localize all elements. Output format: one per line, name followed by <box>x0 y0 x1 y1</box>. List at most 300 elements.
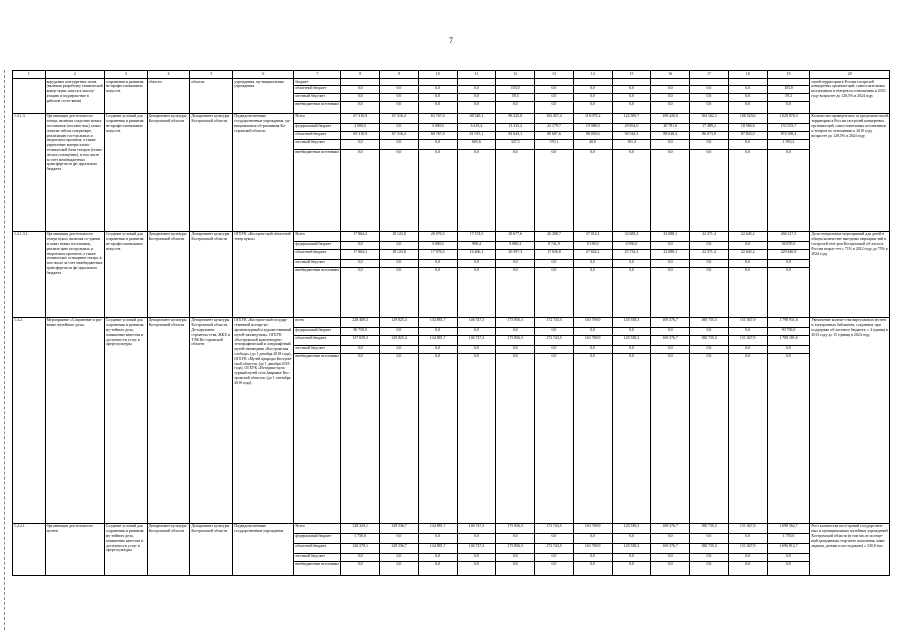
funding-value: 0,0 <box>341 553 380 561</box>
funding-source: федеральный бюджет <box>294 123 341 131</box>
funding-source: местный бюд-жет <box>294 259 341 267</box>
funding-value: 0,0 <box>728 353 767 523</box>
funding-value: 0,0 <box>418 139 457 149</box>
funding-value: 0,0 <box>535 267 574 317</box>
funding-value: 146 747,3 <box>457 543 496 553</box>
funding-value: 874 369,4 <box>767 131 810 139</box>
funding-value: 180 735,3 <box>690 317 729 327</box>
funding-value: 68 540,1 <box>457 113 496 123</box>
funding-value: 0,0 <box>496 267 535 317</box>
funding-value: 0,0 <box>380 101 419 113</box>
page-edge-line <box>4 70 6 630</box>
funding-value: 134 881,7 <box>418 523 457 533</box>
funding-value: 180 735,3 <box>690 335 729 345</box>
funding-value: 0,0 <box>573 259 612 267</box>
funding-value: 0,0 <box>651 85 690 93</box>
item-name: Мероприятие «Сохранение и раз-витие музейного дела» <box>45 317 104 523</box>
funding-value: 0,0 <box>457 267 496 317</box>
funding-value: 0,0 <box>573 93 612 101</box>
funding-value <box>728 79 767 86</box>
funding-source: областной бюджет <box>294 543 341 553</box>
item-goal: Создание условий для сохранения и развития не-профессиональных искусств <box>104 231 147 317</box>
item-coexecutor: области <box>190 79 233 114</box>
table-header-row <box>13 71 890 79</box>
item-indicator: своей территории в России гастролей концертных организа-ций, самостоятельных коллективов и театров по отношению к 2010 году возрастет до 128,5% в 2024 году <box>810 79 890 114</box>
funding-value: 169 376,7 <box>651 335 690 345</box>
funding-value: 0,0 <box>612 101 651 113</box>
funding-value: 0,0 <box>573 353 612 523</box>
funding-value: 0,0 <box>728 101 767 113</box>
funding-value: 0,0 <box>380 345 419 353</box>
funding-value: 266 317,5 <box>767 231 810 241</box>
funding-value: 163 769,9 <box>573 523 612 533</box>
column-number: 20 <box>810 71 890 79</box>
funding-value: 0,0 <box>651 241 690 249</box>
item-recipient: Подведомственные государственные учреждения, му-ниципальные об-разования Ко-стромской области <box>233 113 294 231</box>
column-number: 7 <box>294 71 341 79</box>
funding-value: 126 579,1 <box>341 543 380 553</box>
table-row <box>13 113 890 123</box>
funding-value: 0,0 <box>767 259 810 267</box>
funding-value: 0,0 <box>690 241 729 249</box>
funding-value: 1 698 562,7 <box>767 523 810 533</box>
funding-value: 0,0 <box>380 123 419 131</box>
funding-value: 0,0 <box>728 93 767 101</box>
funding-value: 3 000,0 <box>418 241 457 249</box>
funding-value: 0,0 <box>573 267 612 317</box>
funding-value: 0,0 <box>457 553 496 561</box>
item-indicator: Рост количества посе-щений государствен-ных и муниципальных музейных учреждений Костромской области (в том числе посеще-ний гражданами стар-шего поколения, инва-лидами, детьми и мо-лодежью) с 330,8 тыс. <box>810 523 890 575</box>
funding-value: 169 376,7 <box>651 543 690 553</box>
funding-value: 0,0 <box>690 267 729 317</box>
item-indicator: Увеличение количе-ства виртуальных музеев и электронных библиотек, созданных при поддержке об-ластного бюджета, с 4 единиц в 2013 году до 15 единиц в 2024 году <box>810 317 890 523</box>
funding-source: федеральный бюджет <box>294 241 341 249</box>
funding-value: 0,0 <box>767 561 810 575</box>
funding-value: 0,0 <box>380 327 419 335</box>
funding-source: Всего <box>294 523 341 533</box>
item-number: 1.4.2.1. <box>13 523 46 575</box>
funding-value: 40,6 <box>573 139 612 149</box>
funding-value: 0,0 <box>651 553 690 561</box>
funding-value: 0,0 <box>651 101 690 113</box>
funding-value: 570,1 <box>535 139 574 149</box>
funding-value: 22 645,2 <box>728 249 767 259</box>
funding-value: 175 856,3 <box>496 335 535 345</box>
column-number: 3 <box>104 71 147 79</box>
column-number: 10 <box>418 71 457 79</box>
column-number: 1 <box>13 71 46 79</box>
funding-value <box>496 79 535 86</box>
item-name: Организация дея-тельности музеев <box>45 523 104 575</box>
item-number <box>13 79 46 114</box>
funding-value: 0,0 <box>690 259 729 267</box>
funding-value: 8 741,9 <box>535 241 574 249</box>
funding-value: 17 864,3 <box>341 231 380 241</box>
funding-value: 0,0 <box>418 345 457 353</box>
funding-value: 0,0 <box>380 149 419 231</box>
item-indicator: Доля театральных мероприятий для детей в общем количестве выездных мероприя-тий и гастролей теат-ров Костромской об-ласти в России возрас-тет с 71% в 2012 году до 75% в 2024 году <box>810 231 890 317</box>
funding-source: областной бюджет <box>294 249 341 259</box>
funding-value: 0,0 <box>380 267 419 317</box>
funding-source: бюджет <box>294 79 341 86</box>
funding-value: 0,0 <box>496 259 535 267</box>
funding-value: 0,0 <box>341 139 380 149</box>
funding-value: 0,0 <box>457 561 496 575</box>
funding-value: 0,0 <box>535 149 574 231</box>
funding-value: 169 376,7 <box>651 523 690 533</box>
funding-value: 124 589,7 <box>612 113 651 123</box>
funding-source: местный бюд-жет <box>294 139 341 149</box>
funding-value: 94 544,3 <box>612 131 651 139</box>
funding-value: 172 743,5 <box>535 523 574 533</box>
funding-value: 0,0 <box>728 149 767 231</box>
funding-value: 0,0 <box>457 533 496 543</box>
funding-value: 86 673,0 <box>690 131 729 139</box>
funding-value: 0,0 <box>380 139 419 149</box>
funding-value: 0,0 <box>380 533 419 543</box>
funding-value <box>418 79 457 86</box>
item-recipient: Подведомственные государственные учреждения <box>233 523 294 575</box>
funding-value: 0,0 <box>690 139 729 149</box>
funding-value: 0,0 <box>573 149 612 231</box>
funding-value <box>380 79 419 86</box>
funding-value: 0,0 <box>651 561 690 575</box>
funding-value: 129 825,4 <box>380 317 419 327</box>
funding-value: 0,0 <box>728 85 767 93</box>
column-number: 12 <box>496 71 535 79</box>
funding-value: 0,0 <box>380 553 419 561</box>
funding-value: 0,0 <box>418 149 457 231</box>
funding-value: 0,0 <box>728 327 767 335</box>
funding-value: 0,0 <box>690 553 729 561</box>
funding-value: 26 398,7 <box>535 231 574 241</box>
column-number: 5 <box>190 71 233 79</box>
funding-value: 1 955,2 <box>767 139 810 149</box>
funding-source: областной бюджет <box>294 335 341 345</box>
funding-value: 175 856,3 <box>496 543 535 553</box>
funding-value: 0,0 <box>418 267 457 317</box>
item-number: 1.4.2. <box>13 317 46 523</box>
funding-value: 0,0 <box>612 353 651 523</box>
table-row <box>13 79 890 86</box>
funding-value: 0,0 <box>535 553 574 561</box>
funding-value: 60 767,0 <box>418 131 457 139</box>
funding-value <box>651 79 690 86</box>
funding-value: 17 374,5 <box>457 231 496 241</box>
funding-value: 0,0 <box>728 345 767 353</box>
funding-value: 175 856,3 <box>496 317 535 327</box>
item-goal: Создание условий для сохранения и развития не-профессиональных искусств <box>104 113 147 231</box>
item-coexecutor: Департамент культуры Костромской области, Де-партамент строитель-ства, ЖКХ и ТЭК Ко-стромской области <box>190 317 233 523</box>
funding-value: 17 489,2 <box>690 123 729 131</box>
funding-value: 172 743,5 <box>535 317 574 327</box>
funding-value: 0,0 <box>767 101 810 113</box>
funding-value: 0,0 <box>573 345 612 353</box>
funding-value: 59,3 <box>496 93 535 101</box>
column-number: 9 <box>380 71 419 79</box>
funding-value: 28 677,6 <box>496 231 535 241</box>
funding-value: 0,0 <box>728 561 767 575</box>
funding-source: федеральный бюджет <box>294 327 341 335</box>
table-row <box>13 317 890 327</box>
column-number: 4 <box>147 71 190 79</box>
funding-value: 37 014,1 <box>573 231 612 241</box>
funding-value <box>535 79 574 86</box>
funding-value: 1 798 931,6 <box>767 317 810 327</box>
item-name: Организация дея-тельности театра, включая созда-ние новых постановок (постано-вок), показ спектак-лей на стационаре, реализацию гаст-рольных и творческих проектов, а также укрепление матери-ально-технической базы театров (техни-ческое оснащение), в том числе за счет межбюджетных трансфертов из фе-дерального бюджета <box>45 113 104 231</box>
funding-value: 1 750,0 <box>341 533 380 543</box>
funding-value: 0,0 <box>380 259 419 267</box>
funding-source: внебюджетные источники <box>294 353 341 523</box>
funding-value: 0,0 <box>457 101 496 113</box>
funding-value <box>341 79 380 86</box>
funding-value: 191,4 <box>612 139 651 149</box>
funding-value: 172 743,5 <box>535 543 574 553</box>
funding-value <box>767 79 810 86</box>
funding-value: 0,0 <box>380 561 419 575</box>
funding-value: 163 769,9 <box>573 317 612 327</box>
funding-value: 169 376,7 <box>651 317 690 327</box>
funding-value: 0,0 <box>728 259 767 267</box>
funding-value: 128 329,1 <box>341 523 380 533</box>
funding-value: 27 824,1 <box>573 249 612 259</box>
funding-value: 0,0 <box>496 345 535 353</box>
funding-value: 104 162,3 <box>690 113 729 123</box>
funding-value: 0,0 <box>457 345 496 353</box>
funding-value: 18 566,6 <box>728 123 767 131</box>
funding-value: 129 536,7 <box>380 543 419 553</box>
item-recipient: ОГБУК «Костром-ской областной театр кукол» <box>233 231 294 317</box>
funding-value: 151 047,9 <box>728 543 767 553</box>
column-number: 2 <box>45 71 104 79</box>
funding-value: 0,0 <box>535 353 574 523</box>
funding-value: 0,0 <box>457 353 496 523</box>
funding-value: 80 687,6 <box>535 131 574 139</box>
funding-value: 0,0 <box>651 139 690 149</box>
column-number: 8 <box>341 71 380 79</box>
funding-value: 134 881,7 <box>418 335 457 345</box>
funding-value: 0,0 <box>457 259 496 267</box>
funding-value: 59,3 <box>767 93 810 101</box>
funding-value: 1 750,0 <box>767 533 810 543</box>
item-executor: Департамент культуры Костромской области <box>147 523 190 575</box>
funding-value: 25 733,3 <box>612 249 651 259</box>
funding-value: 102 457,4 <box>535 113 574 123</box>
funding-value: 229 446,9 <box>767 249 810 259</box>
funding-value: 20 597,3 <box>496 249 535 259</box>
funding-value: 0,0 <box>341 93 380 101</box>
funding-value: 163 769,9 <box>573 335 612 345</box>
funding-value: 228 409,3 <box>341 317 380 327</box>
funding-value: 118 079,2 <box>573 113 612 123</box>
funding-value: 0,0 <box>380 93 419 101</box>
funding-value: 0,0 <box>612 327 651 335</box>
funding-value: 6 950,0 <box>612 241 651 249</box>
page-number: 7 <box>449 36 453 45</box>
funding-value: 17 656,8 <box>535 249 574 259</box>
funding-value: 0,0 <box>418 85 457 93</box>
funding-value: 0,0 <box>341 561 380 575</box>
funding-value: 347,5 <box>496 139 535 149</box>
funding-value: 0,0 <box>728 139 767 149</box>
funding-value: 87 823,0 <box>728 131 767 139</box>
funding-value: 0,0 <box>767 267 810 317</box>
funding-value: 88 628,4 <box>651 131 690 139</box>
funding-value: 96 325,8 <box>496 113 535 123</box>
funding-value: 151 047,9 <box>728 335 767 345</box>
funding-value: 0,0 <box>380 353 419 523</box>
funding-value: 0,0 <box>418 101 457 113</box>
funding-value: 103,0 <box>496 85 535 93</box>
funding-value: 0,0 <box>651 533 690 543</box>
funding-value: 17 864,3 <box>341 249 380 259</box>
funding-source: внебюджетные источники <box>294 561 341 575</box>
item-executor: области <box>147 79 190 114</box>
funding-value: 145 538,3 <box>612 335 651 345</box>
funding-value: 129 825,4 <box>380 335 419 345</box>
column-number: 18 <box>728 71 767 79</box>
funding-value: 82 643,1 <box>496 131 535 139</box>
funding-value: 1 029 878,3 <box>767 113 810 123</box>
funding-value: 0,0 <box>728 241 767 249</box>
funding-value: 0,0 <box>535 533 574 543</box>
funding-value: 0,0 <box>341 149 380 231</box>
item-coexecutor: Департамент культуры Костромской области <box>190 523 233 575</box>
funding-value: 0,0 <box>341 85 380 93</box>
funding-value: 0,0 <box>612 93 651 101</box>
funding-value: 0,0 <box>457 93 496 101</box>
funding-value: 0,0 <box>573 561 612 575</box>
funding-value: 0,0 <box>612 533 651 543</box>
funding-value: 0,0 <box>612 85 651 93</box>
funding-value: 605,6 <box>457 139 496 149</box>
funding-value: 0,0 <box>573 553 612 561</box>
funding-value: 0,0 <box>767 345 810 353</box>
funding-value: 0,0 <box>457 149 496 231</box>
funding-value: 0,0 <box>496 327 535 335</box>
funding-value: 180 735,3 <box>690 523 729 533</box>
funding-source: внебюджетные источники <box>294 101 341 113</box>
funding-value: 23 088,1 <box>651 249 690 259</box>
funding-value: 0,0 <box>651 93 690 101</box>
funding-value: 134 881,7 <box>418 543 457 553</box>
funding-value: 20 781,6 <box>651 123 690 131</box>
funding-value: 145 538,3 <box>612 317 651 327</box>
funding-value: 146 747,3 <box>457 335 496 345</box>
funding-value: 0,0 <box>690 353 729 523</box>
column-number: 13 <box>535 71 574 79</box>
funding-value: 0,0 <box>690 345 729 353</box>
funding-value: 129 536,7 <box>380 523 419 533</box>
funding-source: Всего <box>294 113 341 123</box>
funding-value: 90 750,0 <box>767 327 810 335</box>
funding-source: внебюджетные источники <box>294 149 341 231</box>
funding-value: 0,0 <box>573 327 612 335</box>
column-number: 14 <box>573 71 612 79</box>
funding-value: 137 659,3 <box>341 335 380 345</box>
funding-value: 908,4 <box>457 241 496 249</box>
funding-value <box>690 79 729 86</box>
funding-value: 0,0 <box>651 149 690 231</box>
funding-value: 0,0 <box>457 327 496 335</box>
funding-value: 16 466,1 <box>457 249 496 259</box>
item-executor: Департамент культуры Костромской области <box>147 231 190 317</box>
funding-value: 163 769,9 <box>573 543 612 553</box>
item-recipient: ОГБУК «Костром-ской государ-ственный истори-ко-архитектурный и художественный музей-заповед-ник», ОГБУК «Костромской архитектурно-этнографический и ландшафтный музей-заповедник «Костромская слобода» (до 1 декабря 2018 года), ОГБУК «Музей природы Костром-ской области» (до 1 декабря 2018 года), ОГБУК «Историко-куль-турный музей села Завражье Кос-тромской области» (до 1 сентября 2016 года) <box>233 317 294 523</box>
funding-value: 61 915,1 <box>457 131 496 139</box>
column-number: 16 <box>651 71 690 79</box>
funding-value: 0,0 <box>341 241 380 249</box>
funding-value: 18 123,8 <box>380 231 419 241</box>
item-recipient: учреждения, му-ниципальные учреждения <box>233 79 294 114</box>
funding-value: 0,0 <box>496 561 535 575</box>
funding-value: 0,0 <box>418 259 457 267</box>
column-number: 19 <box>767 71 810 79</box>
funding-value: 22 371,4 <box>690 231 729 241</box>
funding-value: 8 080,3 <box>496 241 535 249</box>
funding-value: 106 529,6 <box>728 113 767 123</box>
funding-value: 0,0 <box>573 85 612 93</box>
item-name: Организация дея-тельности театра кукол, включая со-здание и показ новых постановок, реализа-цию гастрольных и творческих проектов, а также техническое оснащение театра, в том числе за счет межбюджетных трансфертов из фе-дерального бюджета <box>45 231 104 317</box>
funding-value: 0,0 <box>690 101 729 113</box>
funding-value: 180 735,3 <box>690 543 729 553</box>
funding-value: 146 747,3 <box>457 317 496 327</box>
funding-value: 22 645,2 <box>728 231 767 241</box>
funding-value: 63 767,0 <box>418 113 457 123</box>
funding-value: 0,0 <box>535 93 574 101</box>
funding-value: 0,0 <box>535 85 574 93</box>
funding-value: 0,0 <box>341 345 380 353</box>
column-number: 17 <box>690 71 729 79</box>
funding-value: 0,0 <box>496 149 535 231</box>
table-row <box>13 231 890 241</box>
column-number: 6 <box>233 71 294 79</box>
funding-value: 145 538,3 <box>612 523 651 533</box>
item-executor: Департамент культуры Костромской области <box>147 317 190 523</box>
funding-value: 0,0 <box>651 345 690 353</box>
funding-value: 175 856,3 <box>496 523 535 533</box>
funding-value: 0,0 <box>496 553 535 561</box>
item-coexecutor: Департамент культуры Костромской области <box>190 113 233 231</box>
funding-value: 0,0 <box>612 259 651 267</box>
funding-value: 0,0 <box>418 561 457 575</box>
funding-value: 0,0 <box>535 561 574 575</box>
funding-value: 1 708 181,6 <box>767 335 810 345</box>
funding-value: 9 190,0 <box>573 241 612 249</box>
funding-source: местный бюд-жет <box>294 553 341 561</box>
column-number: 15 <box>612 71 651 79</box>
funding-value: 151 047,9 <box>728 523 767 533</box>
funding-value: 145 538,3 <box>612 543 651 553</box>
funding-value: 1 696 812,7 <box>767 543 810 553</box>
funding-value: 22 371,4 <box>690 249 729 259</box>
funding-value: 0,0 <box>573 101 612 113</box>
funding-value: 0,0 <box>767 553 810 561</box>
funding-value: 0,0 <box>651 353 690 523</box>
funding-value: 153 553,7 <box>767 123 810 131</box>
funding-value: 67 316,4 <box>380 113 419 123</box>
item-number: 1.4.1.3.1. <box>13 231 46 317</box>
item-goal: сохранения и развития не-профессиональных искусств <box>104 79 147 114</box>
funding-value: 0,0 <box>535 101 574 113</box>
item-indicator: Количество проведен-ных за пределами своей территории в России гастролей концертных организа-ций, самостоятельных коллективов и театров по отношению к 2010 году возрастет до 128,5% в 2024 году <box>810 113 890 231</box>
funding-value: 67 316,4 <box>380 131 419 139</box>
funding-value: 0,0 <box>341 267 380 317</box>
funding-value: 0,0 <box>767 353 810 523</box>
funding-value: 0,0 <box>728 533 767 543</box>
funding-value: 0,0 <box>690 533 729 543</box>
funding-value: 0,0 <box>690 93 729 101</box>
